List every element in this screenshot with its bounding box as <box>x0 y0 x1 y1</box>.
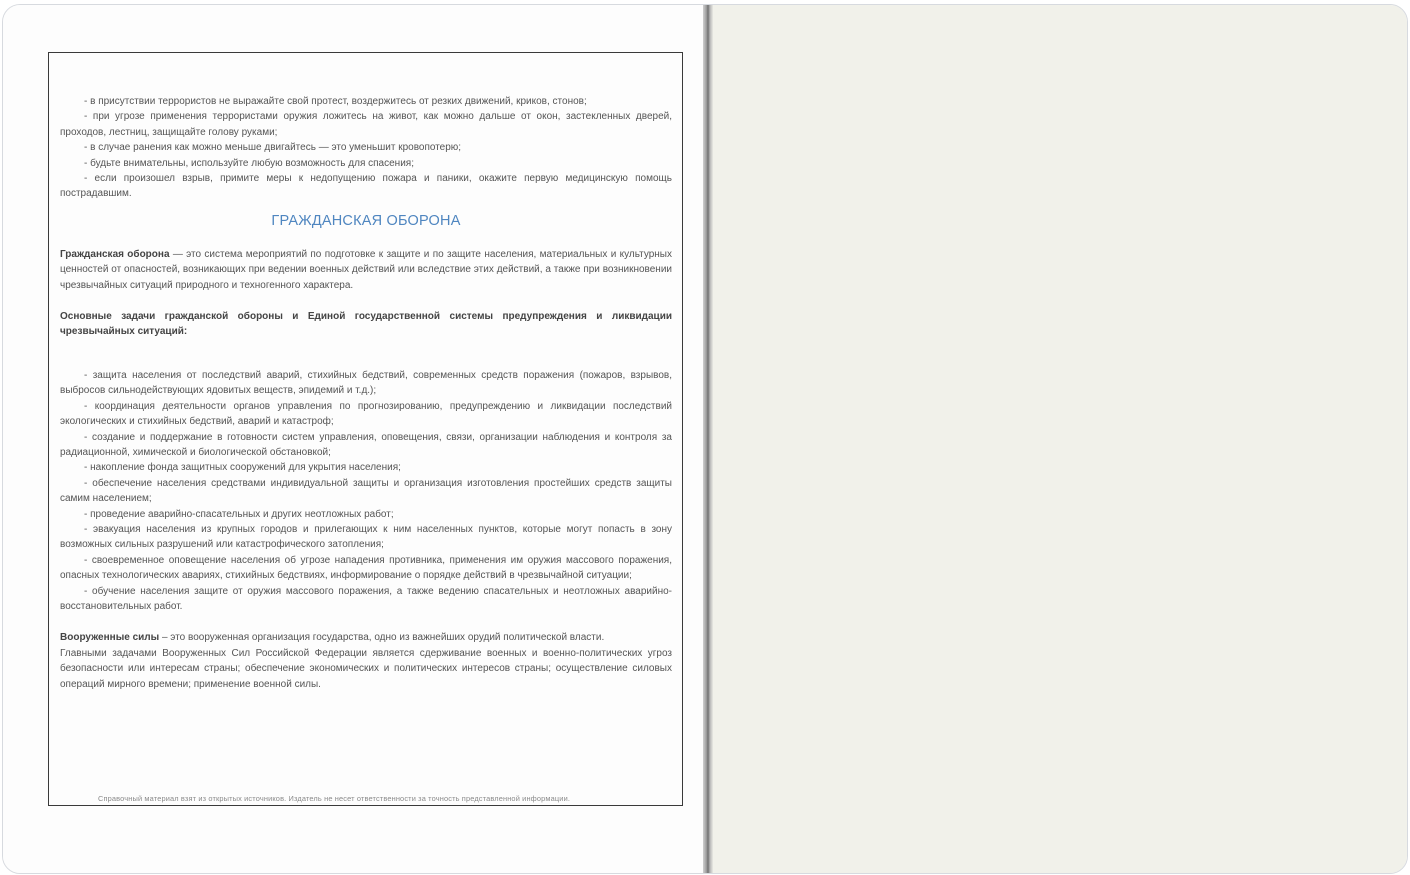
tasks-heading <box>60 309 672 340</box>
definition-text: — это система мероприятий по подготовке к защите и по защите населения, материальных и культурных ценностей от опасностей, возникающих при ведении военных действий или вследствие этих действий, а также при возникновении чрезвычайных ситуаций природного и техногенного характера. <box>60 248 672 291</box>
definition-paragraph <box>60 247 672 293</box>
armed-forces-paragraph <box>60 630 672 645</box>
left-page <box>3 5 703 873</box>
intro-item: - в случае ранения как можно меньше двигайтесь — это уменьшит кровопотерю; <box>84 142 462 154</box>
section-title: ГРАЖДАНСКАЯ ОБОРОНА <box>271 212 461 229</box>
armed-forces-term: Вооруженные силы <box>60 632 160 644</box>
page-footer-disclaimer: Справочный материал взят из открытых источников. Издатель не несет ответственности за точность представленной информации. <box>98 794 571 803</box>
task-item: - эвакуация населения из крупных городов и прилегающих к ним населенных пунктов, которые могут попасть в зону возможных сильных разрушений или катастрофического затопления; <box>60 523 672 551</box>
intro-item: - если произошел взрыв, примите меры к недопущению пожара и паники, окажите первую медицинскую помощь пострадавшим. <box>60 173 672 200</box>
tasks-heading-text: Основные задачи гражданской обороны и Единой государственной системы предупреждения и ликвидации чрезвычайных ситуаций: <box>60 311 672 338</box>
book-gutter <box>703 5 713 873</box>
armed-forces-tasks: Главными задачами Вооруженных Сил Российской Федерации является сдерживание военных и военно-политических угроз безопасности или интересам страны; обеспечение экономических и политических интересов страны; осуществление силовых операций мирного времени; применение военной силы. <box>60 647 672 690</box>
task-item: - координация деятельности органов управления по прогнозированию, предупреждению и ликвидации последствий экологических и стихийных бедствий, аварий и катастроф; <box>60 400 672 428</box>
task-item: - накопление фонда защитных сооружений для укрытия населения; <box>84 462 401 474</box>
task-item: - создание и поддержание в готовности систем управления, оповещения, связи, организации наблюдения и контроля за радиационной, химической и биологической обстановкой; <box>60 431 672 458</box>
task-item: - проведение аварийно-спасательных и других неотложных работ; <box>84 508 394 520</box>
intro-item: - при угрозе применения террористами оружия ложитесь на живот, как можно дальше от окон, застекленных дверей, проходов, лестниц, защищайте голову руками; <box>60 111 672 138</box>
task-item: - своевременное оповещение населения об угрозе нападения противника, применения им оружия массового поражения, опасных технологических авариях, стихийных бедствиях, информирование о порядке действий в чрезвычайной ситуации; <box>60 554 672 582</box>
booklet-spread <box>2 4 1408 874</box>
task-item: - защита населения от последствий аварий, стихийных бедствий, современных средств поражения (пожаров, взрывов, выбросов сильнодействующих ядовитых веществ, эпидемий и т.д.); <box>60 369 672 397</box>
intro-item: - в присутствии террористов не выражайте свой протест, воздержитесь от резких движений, криков, стонов; <box>84 96 587 107</box>
armed-forces-text: – это вооруженная организация государства, одно из важнейших орудий политической власти. <box>159 632 605 644</box>
page-content <box>60 94 672 692</box>
task-item: - обучение населения защите от оружия массового поражения, а также ведению спасательных и неотложных аварийно-восстановительных работ. <box>60 585 672 612</box>
definition-term: Гражданская оборона <box>60 248 170 260</box>
task-item: - обеспечение населения средствами индивидуальной защиты и организация изготовления простейших средств защиты самим населением; <box>60 477 672 505</box>
intro-item: - будьте внимательны, используйте любую возможность для спасения; <box>84 157 414 169</box>
right-page-blank <box>713 5 1407 873</box>
